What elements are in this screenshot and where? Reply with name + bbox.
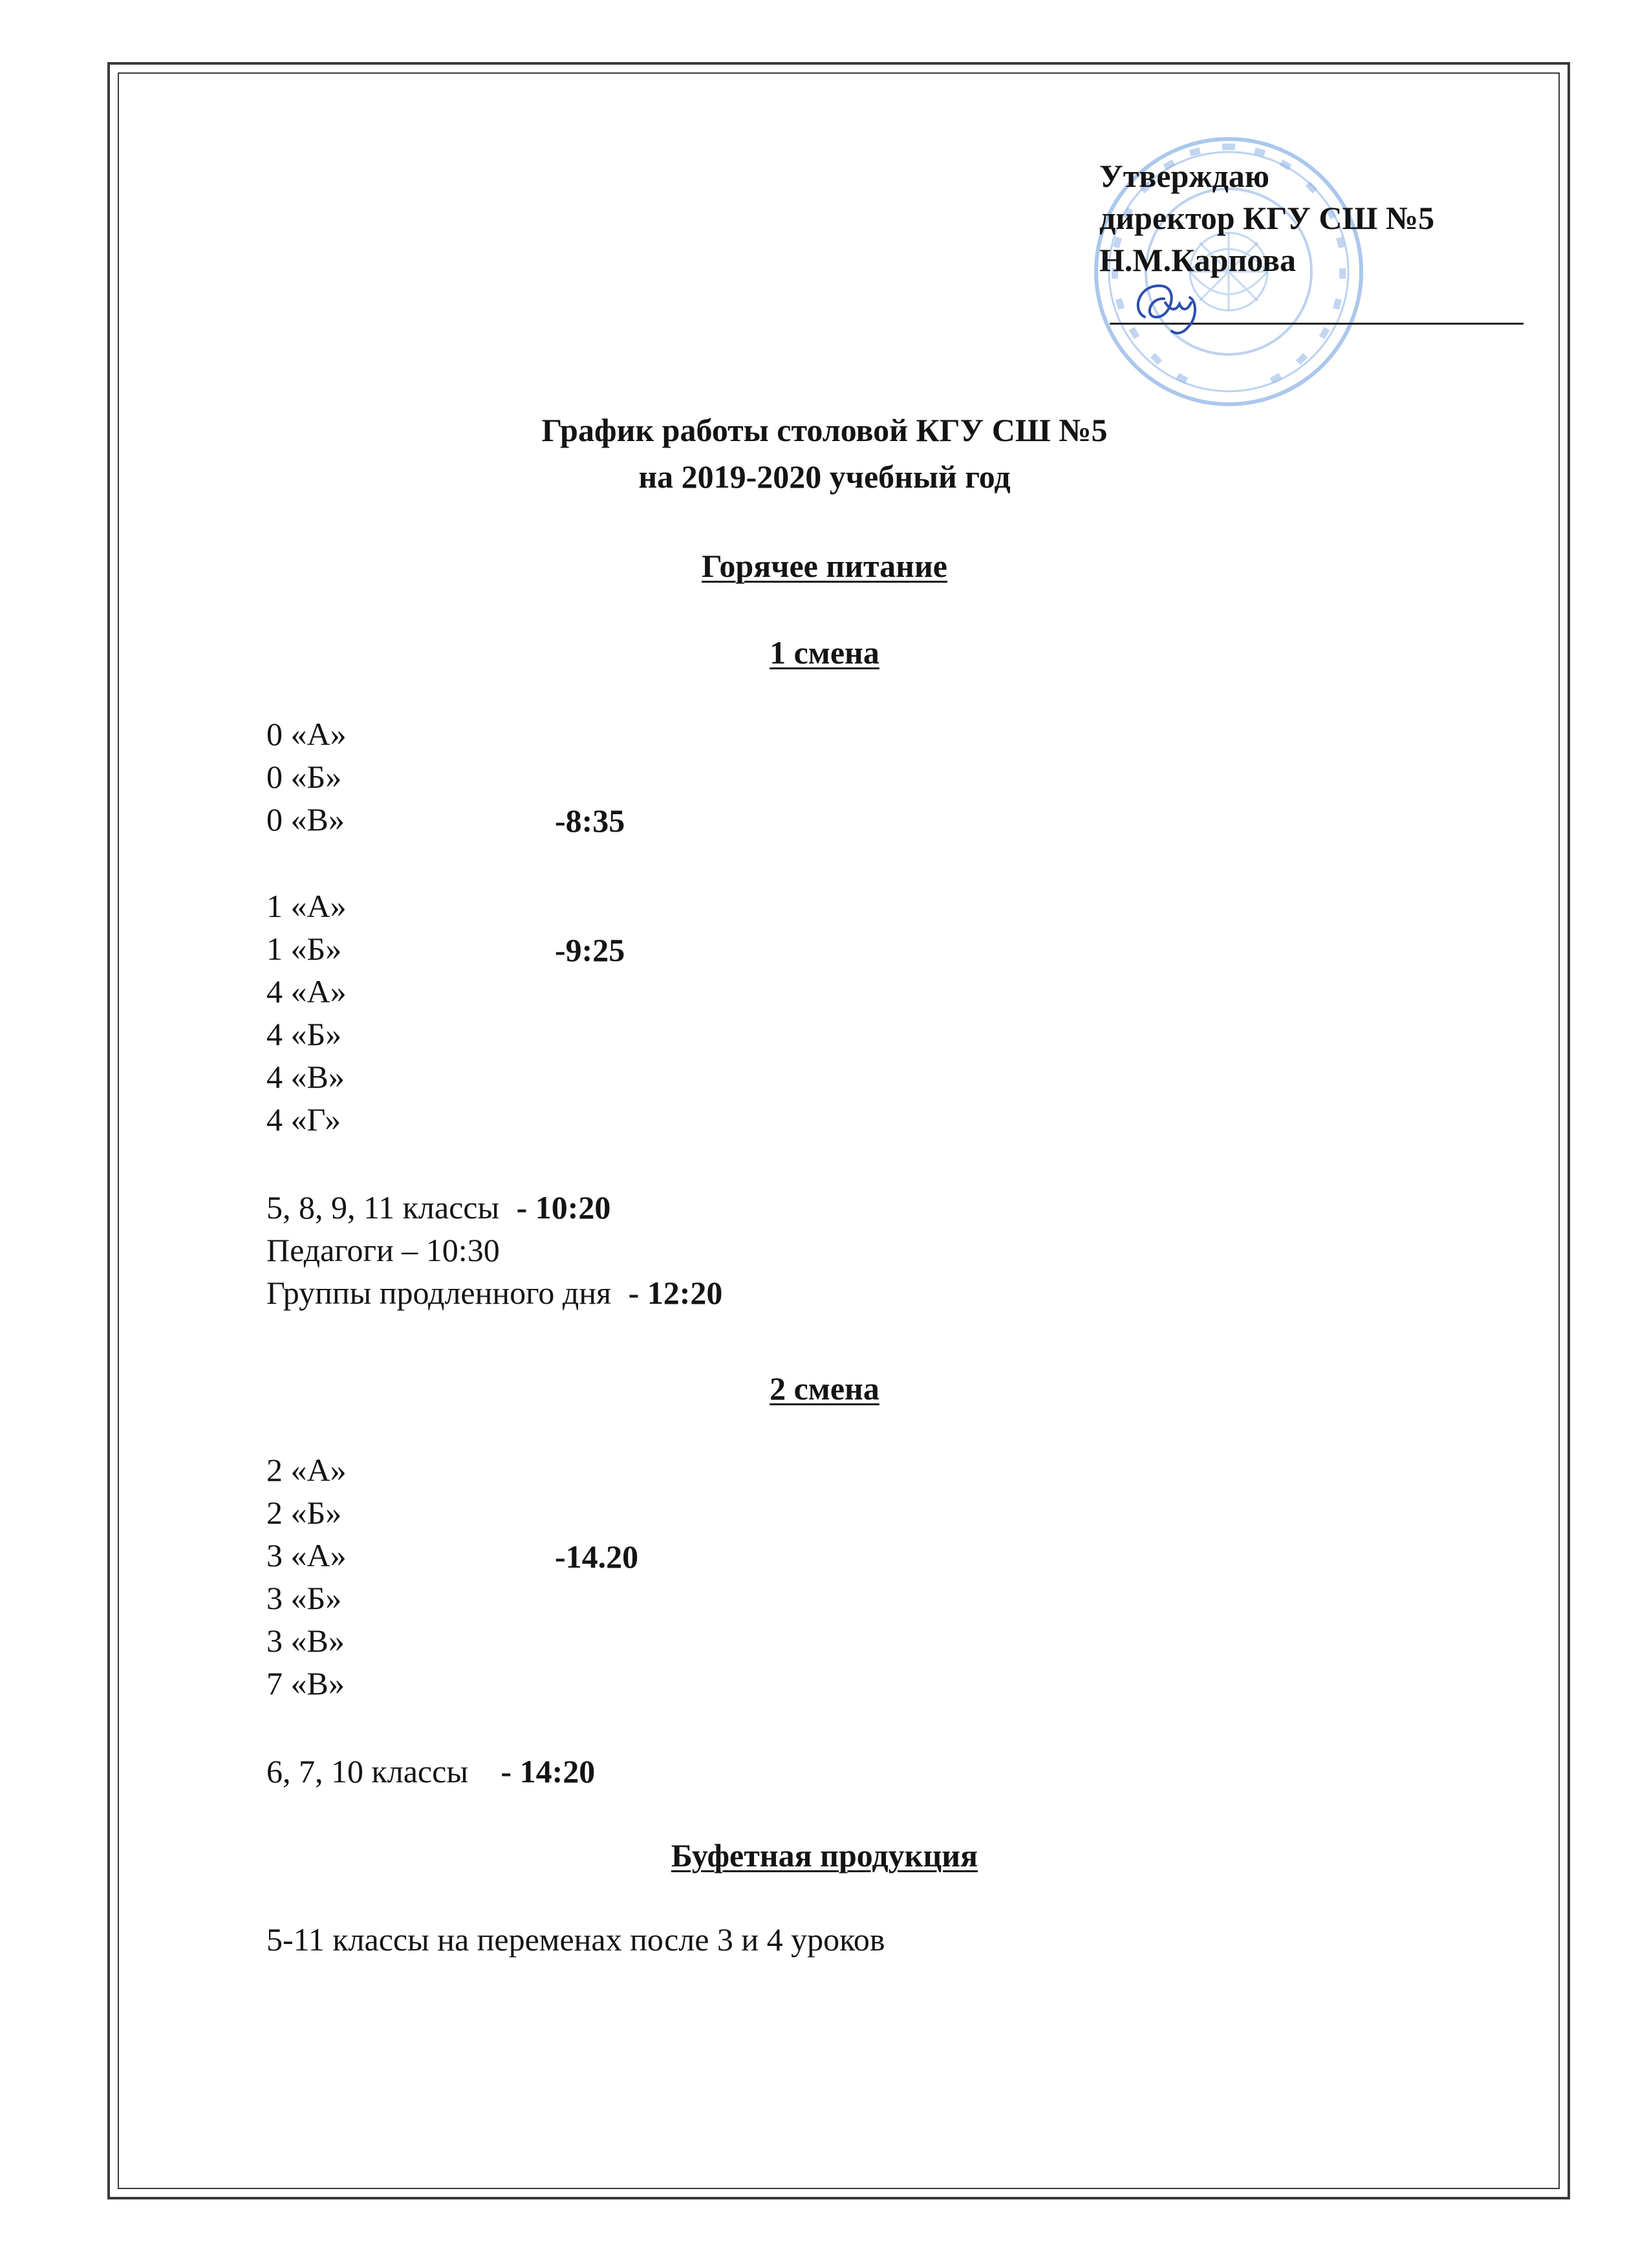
- senior-classes-label: 5, 8, 9, 11 классы: [266, 1189, 500, 1226]
- approval-line-1: Утверждаю: [1099, 158, 1270, 194]
- shift-1-heading: 1 смена: [770, 634, 879, 671]
- senior-classes-row: [266, 1750, 595, 1793]
- time-value: -8:35: [555, 803, 625, 839]
- hot-meals-heading: Горячее питание: [702, 548, 947, 584]
- signature-icon: [1125, 272, 1209, 343]
- class-row: 4 «А»: [266, 973, 347, 1010]
- class-row: 0 «В»: [266, 801, 345, 837]
- time-value: - 14:20: [501, 1753, 596, 1789]
- senior-classes-row: [266, 1186, 610, 1229]
- class-row: 0 «А»: [266, 716, 347, 752]
- approval-line-2: директор КГУ СШ №5: [1099, 200, 1435, 236]
- approval-block: [1099, 155, 1434, 281]
- class-row: 3 «А»: [266, 1537, 347, 1573]
- class-row: 2 «А»: [266, 1452, 347, 1488]
- teachers-row: Педагоги – 10:30: [266, 1232, 500, 1268]
- class-row: 1 «Б»: [266, 931, 342, 967]
- time-value: -14.20: [555, 1539, 639, 1575]
- time-value: -9:25: [555, 932, 625, 968]
- class-row: 4 «Б»: [266, 1016, 342, 1052]
- time-value: - 12:20: [628, 1275, 723, 1311]
- approval-line-3: Н.М.Карпова: [1099, 242, 1297, 278]
- shift-2-heading: 2 смена: [770, 1370, 879, 1407]
- buffet-heading: Буфетная продукция: [671, 1837, 978, 1874]
- class-row: 4 «В»: [266, 1059, 345, 1095]
- class-row: 2 «Б»: [266, 1495, 342, 1531]
- document-title-line-1: График работы столовой КГУ СШ №5: [541, 412, 1108, 448]
- extended-day-row: [266, 1271, 722, 1314]
- class-row: 4 «Г»: [266, 1101, 341, 1138]
- senior-classes-label: 6, 7, 10 классы: [266, 1753, 468, 1789]
- class-row: 3 «В»: [266, 1623, 345, 1659]
- class-row: 1 «А»: [266, 888, 347, 924]
- class-row: 3 «Б»: [266, 1580, 342, 1616]
- extended-day-label: Группы продленного дня: [266, 1275, 612, 1311]
- class-row: 7 «В»: [266, 1665, 345, 1701]
- buffet-text: 5-11 классы на переменах после 3 и 4 уроков: [266, 1921, 885, 1958]
- time-value: - 10:20: [516, 1189, 611, 1226]
- document-title-line-2: на 2019-2020 учебный год: [638, 459, 1011, 495]
- class-row: 0 «Б»: [266, 759, 342, 795]
